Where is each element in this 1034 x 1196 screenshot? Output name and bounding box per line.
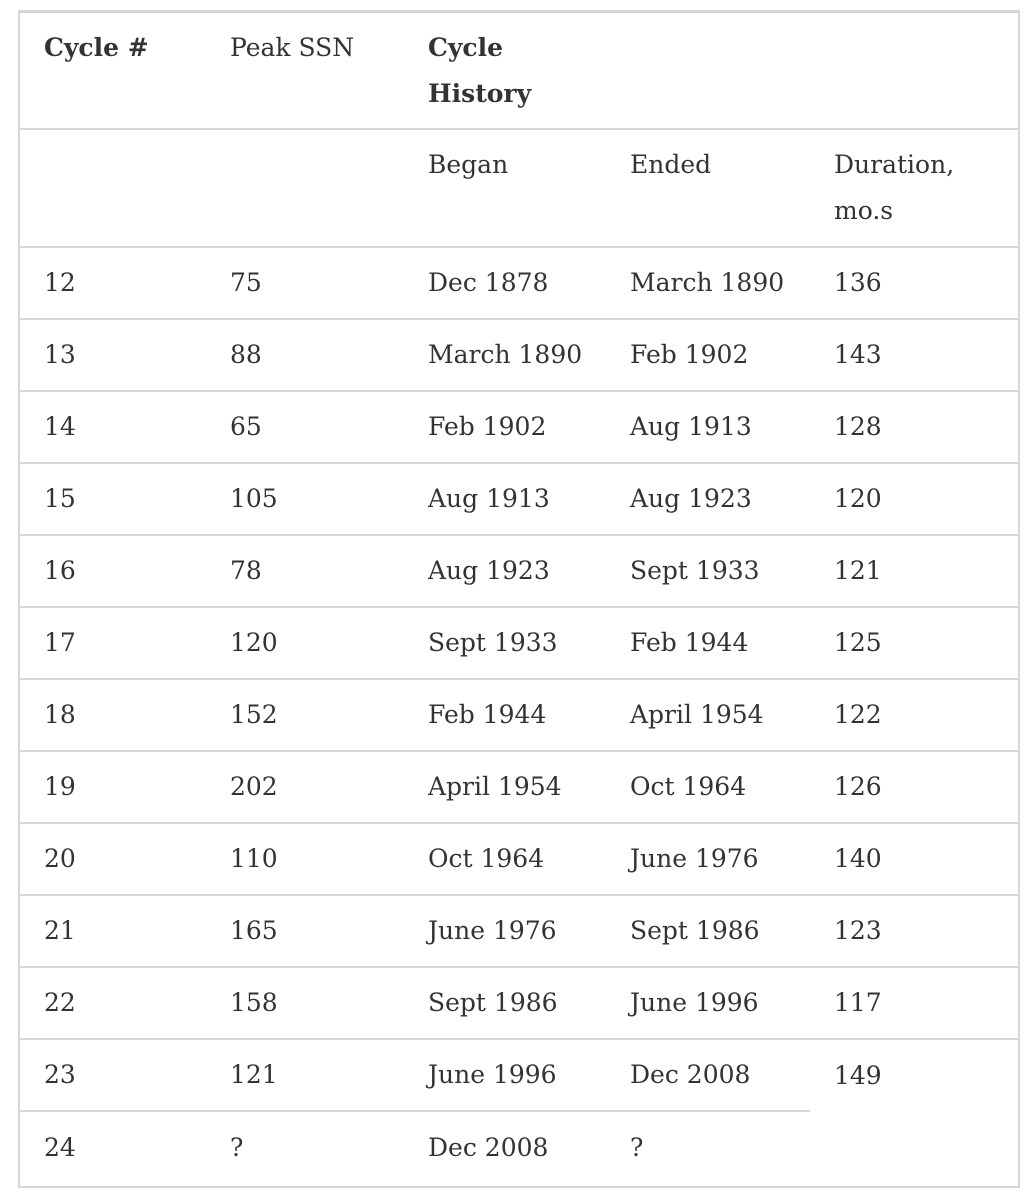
table-body: [20, 247, 1018, 1183]
cell-began: Aug 1913: [428, 484, 550, 513]
cell-cycle: 21: [44, 916, 76, 945]
table-row: [20, 247, 1018, 319]
cell-duration: 149: [834, 1060, 882, 1090]
header-row: [20, 13, 1018, 129]
table-row: [20, 895, 1018, 967]
cell-duration: 122: [834, 700, 882, 729]
cell-began: Dec 1878: [428, 268, 549, 297]
table-row: [20, 751, 1018, 823]
cell-cycle: 12: [44, 268, 76, 297]
cell-peak: 110: [230, 844, 278, 873]
cell-ended: Sept 1933: [630, 556, 760, 585]
table-row: [20, 679, 1018, 751]
cell-began: Oct 1964: [428, 844, 545, 873]
cell-began: June 1976: [428, 916, 557, 945]
subheader-row: [20, 129, 1018, 247]
cell-ended: Aug 1913: [630, 412, 752, 441]
subheader-duration: Duration, mo.s: [834, 150, 955, 225]
cell-duration: 125: [834, 628, 882, 657]
cell-cycle: 23: [20, 1039, 206, 1111]
cell-cycle: 18: [44, 700, 76, 729]
cell-peak: 75: [230, 268, 262, 297]
cell-peak: 88: [230, 340, 262, 369]
cell-ended: June 1996: [630, 988, 759, 1017]
cell-began: Aug 1923: [428, 556, 550, 585]
cell-ended: Oct 1964: [630, 772, 747, 801]
cell-cycle: 15: [44, 484, 76, 513]
header-empty-4: [606, 13, 810, 129]
cell-duration: 117: [834, 988, 882, 1017]
cell-cycle: 14: [44, 412, 76, 441]
cell-peak: ?: [230, 1132, 244, 1162]
cell-began: March 1890: [428, 340, 583, 369]
subheader-began: Began: [428, 150, 509, 179]
cell-cycle: 22: [44, 988, 76, 1017]
cell-cycle: 19: [44, 772, 76, 801]
cell-ended: April 1954: [630, 700, 764, 729]
cell-began: Sept 1986: [428, 988, 558, 1017]
cell-peak: 158: [230, 988, 278, 1017]
cell-began: Sept 1933: [428, 628, 558, 657]
cell-peak: 78: [230, 556, 262, 585]
cell-duration: 140: [834, 844, 882, 873]
cell-peak: 105: [230, 484, 278, 513]
table-row: [20, 1039, 1018, 1111]
cell-cycle: 16: [44, 556, 76, 585]
cell-cycle: 24: [44, 1132, 76, 1162]
cell-peak: 165: [230, 916, 278, 945]
cell-cycle: 13: [44, 340, 76, 369]
cell-ended: Aug 1923: [630, 484, 752, 513]
table-row: [20, 967, 1018, 1039]
cell-cycle: 20: [44, 844, 76, 873]
cell-duration: 123: [834, 916, 882, 945]
solar-cycle-table: [20, 13, 1018, 1183]
table-row: [20, 319, 1018, 391]
subheader-empty-2: [206, 129, 404, 247]
table-row: [20, 535, 1018, 607]
cell-ended: Feb 1902: [630, 340, 749, 369]
cell-peak: 202: [230, 772, 278, 801]
subheader-empty-1: [20, 129, 206, 247]
table-row: [20, 607, 1018, 679]
cell-duration: [810, 1111, 1018, 1183]
cell-ended: Sept 1986: [630, 916, 760, 945]
cell-peak: 152: [230, 700, 278, 729]
cell-peak: 120: [230, 628, 278, 657]
cell-duration: 128: [834, 412, 882, 441]
cell-duration: 120: [834, 484, 882, 513]
cell-began: Dec 2008: [428, 1132, 549, 1162]
header-empty-5: [810, 13, 1018, 129]
cell-duration: 136: [834, 268, 882, 297]
cell-ended: March 1890: [630, 268, 785, 297]
cell-began: June 1996: [404, 1039, 606, 1111]
header-cycle: Cycle #: [44, 33, 149, 62]
cell-ended: Dec 2008: [606, 1039, 810, 1111]
cell-ended: June 1976: [630, 844, 759, 873]
table-row: [20, 463, 1018, 535]
header-peak-ssn: Peak SSN: [230, 33, 355, 62]
table-row: [20, 1111, 1018, 1183]
cell-began: April 1954: [428, 772, 562, 801]
header-cycle-history: Cycle History: [428, 33, 532, 108]
cell-ended: ?: [630, 1132, 644, 1162]
subheader-ended: Ended: [630, 150, 712, 179]
cell-ended: Feb 1944: [630, 628, 749, 657]
cell-began: Feb 1902: [428, 412, 547, 441]
cell-duration: 143: [834, 340, 882, 369]
cell-duration: 121: [834, 556, 882, 585]
cell-began: Feb 1944: [428, 700, 547, 729]
cell-peak: 65: [230, 412, 262, 441]
cell-cycle: 17: [44, 628, 76, 657]
table-row: [20, 823, 1018, 895]
table-row: [20, 391, 1018, 463]
cell-peak: 121: [206, 1039, 404, 1111]
cell-duration: 126: [834, 772, 882, 801]
